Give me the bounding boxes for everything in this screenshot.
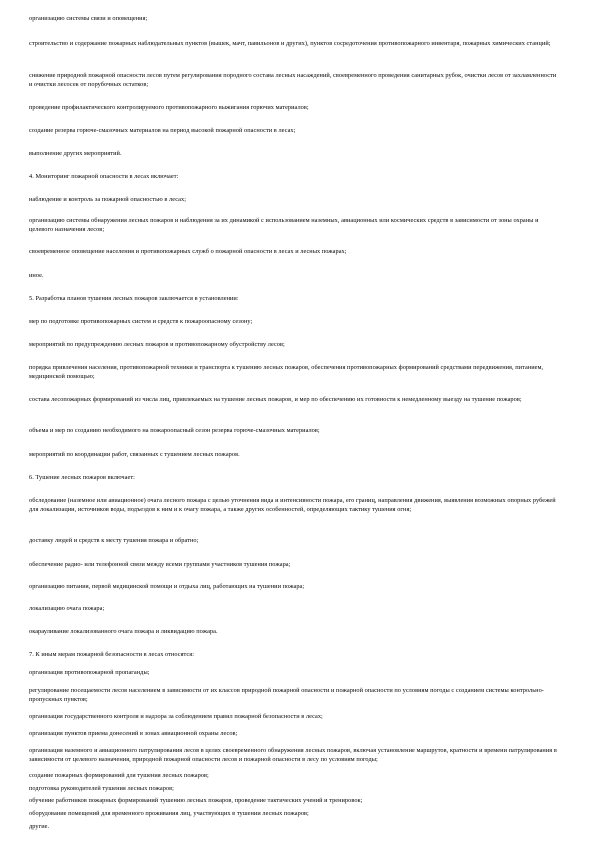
section-heading: 5. Разработка планов тушения лесных пожаров заключается в установлении:: [29, 295, 239, 302]
paragraph: порядка привлечения населения, противопожарной техники и транспорта к тушению лесных пожаров, обеспечения противопожарных формирований средствами передвижения, питанием, медицинской помощью;: [29, 364, 544, 380]
paragraph: иное.: [29, 272, 44, 279]
paragraph: окарауливание локализованного очага пожара и ликвидацию пожара.: [29, 628, 218, 635]
paragraph: объема и мер по созданию необходимого на пожароопасный сезон резерва горюче-смазочных материалов;: [29, 427, 320, 434]
paragraph: другие.: [29, 823, 50, 830]
paragraph: организацию системы связи и оповещения;: [29, 15, 148, 22]
paragraph: мер по подготовке противопожарных систем и средств к пожароопасному сезону;: [29, 318, 253, 325]
paragraph: мероприятий по предупреждению лесных пожаров и противопожарному обустройству лесов;: [29, 341, 285, 348]
paragraph: организация государственного контроля и надзора за соблюдением правил пожарной безопасности в лесах;: [29, 713, 323, 721]
paragraph: создание резерва горюче-смазочных материалов на период высокой пожарной опасности в лесах;: [29, 127, 296, 134]
paragraph: наблюдение и контроль за пожарной опасностью в лесах;: [29, 196, 186, 203]
section-heading: 7. К иным мерам пожарной безопасности в лесах относятся:: [29, 651, 194, 658]
section-heading: 6. Тушение лесных пожаров включает:: [29, 474, 135, 481]
paragraph: снижение природной пожарной опасности лесов путем регулирования породного состава лесных насаждений, своевременного проведения санитарных рубок, очистки лесов от захламленности и очистки лесосек от порубочных остатков;: [29, 72, 557, 88]
paragraph: организацию питания, первой медицинской помощи и отдыха лиц, работающих на тушении пожара;: [29, 583, 305, 590]
paragraph: своевременное оповещение населения и противопожарных служб о пожарной опасности в лесах и лесных пожарах;: [29, 248, 347, 255]
paragraph: обеспечение радио- или телефонной связи между всеми группами участников тушения пожара;: [29, 561, 291, 568]
paragraph: создание пожарных формирований для тушения лесных пожаров;: [29, 771, 209, 779]
paragraph: локализацию очага пожара;: [29, 605, 105, 612]
paragraph: обследование (наземное или авиационное) очага лесного пожара с целью уточнения вида и интенсивности пожара, его границ, направления движения, выявления возможных опорных рубежей для локализации, источников воды, подъездов к ним и к очагу пожара, а также других особенностей, определяющих тактику тушения огня;: [29, 497, 556, 513]
paragraph: обучение работников пожарных формирований тушению лесных пожаров, проведение тактических учений и тренировок;: [29, 797, 363, 805]
paragraph: регулирование посещаемости лесов населением в зависимости от их классов природной пожарной опасности и пожарной опасности по условиям погоды с созданием системы контрольно-пропускных пунктов;: [29, 686, 544, 703]
paragraph: состава лесопожарных формирований из числа лиц, привлекаемых на тушение лесных пожаров, и мер по обеспечению их готовности к немедленному выезду на тушение пожаров;: [29, 396, 522, 403]
paragraph: организация противопожарной пропаганды;: [29, 668, 150, 676]
paragraph: подготовка руководителей тушения лесных пожаров;: [29, 784, 174, 792]
paragraph: доставку людей и средств к месту тушения пожара и обратно;: [29, 537, 199, 544]
paragraph: оборудование помещений для временного проживания лиц, участвующих в тушении лесных пожаров;: [29, 810, 309, 818]
paragraph: организация пунктов приема донесений в зонах авиационной охраны лесов;: [29, 730, 238, 738]
section-heading: 4. Мониторинг пожарной опасности в лесах включает:: [29, 173, 179, 180]
paragraph: строительство и содержание пожарных наблюдательных пунктов (вышек, мачт, павильонов и других), пунктов сосредоточения противопожарного инвентаря, пожарных химических станций;: [29, 40, 551, 47]
paragraph: организацию системы обнаружения лесных пожаров и наблюдения за их динамикой с использованием наземных, авиационных или космических средств в зависимости от зоны охраны и целевого назначения лесов;: [29, 217, 539, 233]
paragraph: проведение профилактического контролируемого противопожарного выжигания горючих материалов;: [29, 104, 309, 111]
paragraph: организация наземного и авиационного патрулирования лесов в целях своевременного обнаружения лесных пожаров, включая установление маршрутов, кратности и времени патрулирования в зависимости от целевого назначения, природной пожарной опасности лесов и пожарной опасности в лесу по условиям погоды;: [29, 747, 557, 763]
paragraph: выполнение других мероприятий.: [29, 150, 122, 157]
paragraph: мероприятий по координации работ, связанных с тушением лесных пожаров.: [29, 451, 240, 458]
